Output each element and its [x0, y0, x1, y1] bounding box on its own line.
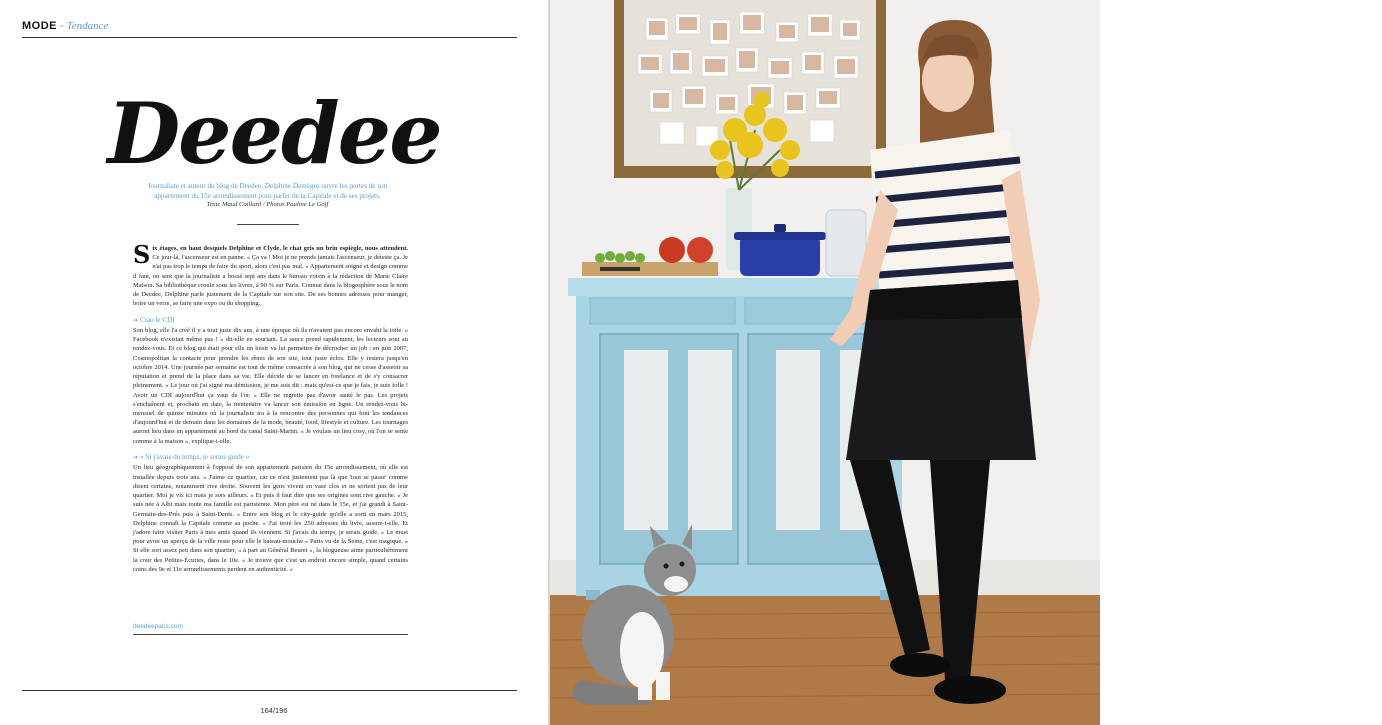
website-link[interactable]: deedeeparis.com [133, 623, 183, 630]
header-rule [22, 37, 517, 38]
article-title: Deedee [107, 84, 441, 183]
page-number: 164/196 [260, 706, 288, 715]
apple [687, 237, 713, 263]
footer-rule [22, 690, 517, 691]
apple [659, 237, 685, 263]
subsection-label: Tendance [66, 20, 109, 32]
subhead-1-text: Ciao le CDI [140, 315, 175, 324]
photo-illustration [550, 0, 1100, 725]
article-body [133, 240, 408, 579]
subhead-2 [133, 452, 408, 463]
section-separator: - [60, 20, 64, 32]
section-label: MODE [22, 20, 57, 32]
website-rule [133, 634, 408, 635]
paragraph-2: Son blog, elle l'a créé il y a tout juste dix ans, à une époque où ils n'avaient pas encore envahi la toile. « Facebook n'existait même pas ! » dit-elle en souriant. La sauce prend rapidement, les lecteurs sont au rendez-vous. Et ce blog qui était pour elle un loisir va lui permettre de décrocher un job : en juin 2007, Cosmopolitan la contacte pour prendre les rênes de son site, tout juste éclos. Elle y restera jusqu'en octobre 2014. Une journée par semaine est tout de même consacrée à son blog, qui ne cesse d'asseoir sa réputation et prend de la place dans sa vie. Elle décide de se lancer en freelance et de s'y consacrer pleinement. « Le jour où j'ai signé ma démission, je me suis dit : mais qu'est-ce que je fais, je suis folle ! Avoir un CDI aujourd'hui ça vaut de l'or. » Elle ne regrette pas d'avoir sauté le pas. Les projets s'enchaînent et, prochain en date, la trentenaire va lancer son émission en ligne. Un rendez-vous bi-mensuel de quinze minutes où la journaliste ira à la rencontre des personnes qui font les tendances d'aujourd'hui et de demain dans les domaines de la mode, beauté, food, lifestyle et culture. Les tournages auront lieu dans un appartement au bord du canal Saint-Martin. « Je voulais un lieu cosy, où l'on se sente comme à la maison », explique-t-elle. [133, 327, 408, 445]
intro-rule [237, 224, 299, 225]
article-credit: Texte Maud Coillard / Photos Pauline Le Goff [206, 201, 329, 208]
glass-jar [826, 210, 866, 276]
paragraph-3: Un lieu géographiquement à l'opposé de son appartement parisien du 15e arrondissement, où elle est installée depuis trois ans. « J'aime ce quartier, car ce n'est justement pas là que 'tout se passe' comme disent certains, notamment rive droite. Souvent les gens vivent en vase clos et ne sortent pas de leur quartier. Moi je vis ici mais je sors ailleurs. » Et puis il faut dire que ses origines sont rive gauche. « Je suis née à Albi mais toute ma famille est parisienne. Mon père est né dans le 15e, et j'ai grandi à Saint-Germain-des-Prés puis à Saint-Denis. » Entre son blog et le city-guide qu'elle a sorti en mars 2015, Delphine connaît la Capitale comme sa poche. « J'ai testé les 250 adresses du livre, assure-t-elle. Et j'adore faire visiter Paris à mes amis quand ils viennent. Si j'avais du temps, je serais guide. » Le must pour avoir un aperçu de la ville reste pour elle le bateau-mouche « Paris vu de la Seine, c'est magique. » Si elle sort assez peu dans son quartier, « à part au Général Beuret », la blogueuse aime particulièrement la cour des Petites-Écuries, dans le 10e. « Je trouve que c'est un endroit encore simple, quand certains coins des 9e et 11e arrondissements perdent en authenticité. » [133, 464, 408, 573]
arrow-icon: ➔ [133, 453, 139, 461]
arrow-icon: ➔ [133, 316, 139, 324]
right-page-photo [550, 0, 1382, 725]
dropcap: S [133, 240, 151, 269]
paragraph-1 [133, 240, 408, 309]
article-intro: Journaliste et auteur du blog de Deedee, Delphine Demèges ouvre les portes de son appartement du 15e arrondissement pour parler de la Capitale et de ses projets. [147, 182, 388, 200]
paragraph-1-text: Ce jour-là, l'ascenseur est en panne. « Ça va ! Moi je ne prends jamais l'ascenseur, je déteste ça. Je n'ai pas trop le temps de faire du sport, alors c'est pas mal. » Appartement soigné et design comme il faut, on sent que la journaliste a bossé sept ans dans le bureau voisin à la rédaction de Marie Claire Maison. Sa bibliothèque croule sous les livres, à 90 % sur Paris. Connue dans la blogosphère sous le nom de Deedee, Delphine parle justement de la Capitale sur son site. De ses bonnes adresses pour manger, boire un verre, se faire une expo ou du shopping. [133, 254, 408, 308]
section-header [22, 20, 108, 32]
lead-text: ix étages, en haut desquels Delphine et Clyde, le chat gris un brin espiègle, nous attendent. [152, 245, 408, 252]
subhead-2-text: « Si j'avais du temps, je serais guide » [140, 452, 250, 461]
photo-credit: VIVRE PARIS [1354, 704, 1382, 722]
left-page [0, 0, 548, 725]
subhead-1 [133, 315, 408, 326]
